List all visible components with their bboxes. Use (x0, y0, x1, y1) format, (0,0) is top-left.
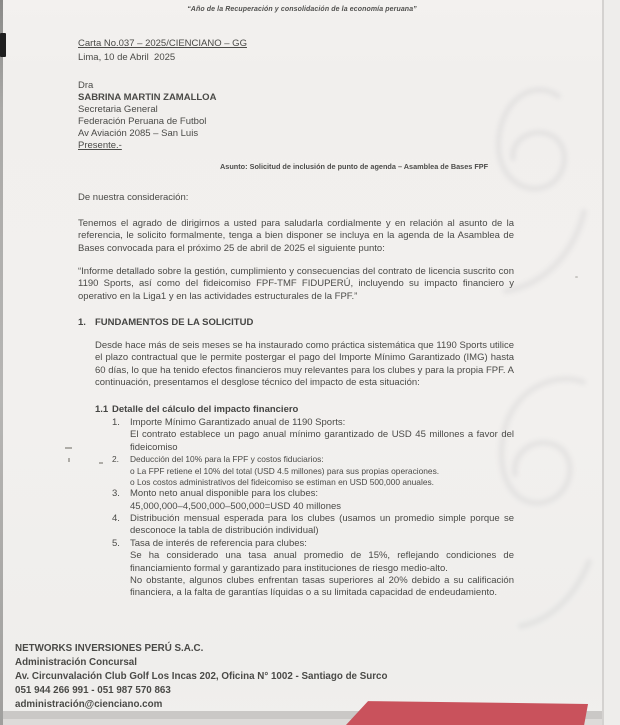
list-item-5-line: Se ha considerado una tasa anual promedio de 15%, reflejando condiciones de financiamiento formal y garantizado para instituciones de riesgo medio-alto. (130, 550, 514, 574)
list-item-5-line: Tasa de interés de referencia para clubes: (130, 537, 307, 549)
recipient-name: SABRINA MARTIN ZAMALLOA (78, 92, 217, 103)
salutation: De nuestra consideración: (78, 192, 189, 203)
section-1-title: FUNDAMENTOS DE LA SOLICITUD (95, 317, 254, 328)
financial-impact-list (112, 417, 514, 600)
list-item-2 (112, 454, 514, 488)
subsection-1-1-number: 1.1 (95, 404, 109, 415)
list-item-4-number: 4. (112, 512, 120, 524)
subject-line: Asunto: Solicitud de inclusión de punto de agenda – Asamblea de Bases FPF (220, 162, 489, 171)
body-paragraph-1: Tenemos el agrado de dirigirnos a usted para saludarla cordialmente y en relación al asunto de la referencia, le solicito formalmente, tenga a bien disponer se incluya en la agenda de la Asamblea de Bases convocada para el próximo 25 de abril de 2025 el siguiente punto: (78, 218, 514, 254)
recipient-address: Av Aviación 2085 – San Luis (78, 128, 199, 139)
list-item-1 (112, 417, 514, 454)
list-item-3-line: Monto neto anual disponible para los clubes: (130, 488, 319, 500)
section-1-heading (78, 317, 253, 328)
list-item-5-line: No obstante, algunos clubes enfrentan tasas superiores al 20% debido a su calificación financiera, a la falta de garantías líquidas o a su limitada capacidad de endeudamiento. (130, 574, 514, 599)
list-item-2-line: Deducción del 10% para la FPF y costos fiduciarios: (130, 454, 324, 465)
list-item-4 (112, 513, 514, 538)
recipient-role: Secretaria General (78, 104, 158, 115)
list-item-1-number: 1. (112, 417, 120, 428)
footer-address: Av. Circunvalación Club Golf Los Incas 202, Oficina N° 1002 - Santiago de Surco (15, 670, 388, 682)
letterhead-footer (15, 642, 388, 712)
list-item-3-number: 3. (112, 488, 120, 500)
list-item-5-number: 5. (112, 537, 120, 549)
footer-department: Administración Concursal (15, 656, 137, 668)
subsection-1-1-heading (95, 404, 298, 415)
recipient-presente: Presente.- (78, 140, 122, 151)
footer-company-name: NETWORKS INVERSIONES PERÚ S.A.C. (15, 643, 204, 654)
page-header-motto: “Año de la Recuperación y consolidación de la economía peruana” (187, 6, 417, 13)
recipient-block (78, 80, 216, 152)
list-item-3-line: 45,000,000–4,500,000–500,000=USD 40 millones (130, 500, 342, 512)
list-item-2-line: o La FPF retiene el 10% del total (USD 4.5 millones) para sus propias operaciones. (130, 465, 440, 476)
subsection-1-1-title: Detalle del cálculo del impacto financiero (112, 404, 299, 415)
list-item-2-line: o Los costos administrativos del fideicomiso se estiman en USD 500,000 anuales. (130, 476, 434, 487)
list-item-1-line: Importe Mínimo Garantizado anual de 1190 Sports: (130, 417, 346, 428)
section-1-intro: Desde hace más de seis meses se ha instaurado como práctica sistemática que 1190 Sports utilice el plazo contractual que le permite postergar el pago del Importe Mínimo Garantizado (IMG) hasta 60 días, lo que ha tenido efectos financieros muy relevantes para los clubes y para la propia FPF. A continuación, presentamos el desglose técnico del impacto de esta situación: (95, 340, 514, 389)
letter-date: Lima, 10 de Abril 2025 (78, 52, 176, 63)
list-item-4-line: Distribución mensual esperada para los clubes (usamos un promedio simple porque se desconoce la tabla de distribución individual) (130, 512, 514, 537)
footer-email: administración@cienciano.com (15, 698, 163, 710)
list-item-2-number: 2. (112, 454, 119, 465)
list-item-5 (112, 538, 514, 600)
reference-block (78, 37, 247, 65)
recipient-organization: Federación Peruana de Futbol (78, 116, 207, 127)
list-item-3 (112, 488, 514, 513)
footer-phones: 051 944 266 991 - 051 987 570 863 (15, 684, 171, 696)
letter-reference-number: Carta No.037 – 2025/CIENCIANO – GG (78, 38, 247, 49)
section-1-number: 1. (78, 317, 86, 328)
recipient-title: Dra (78, 80, 94, 91)
list-item-1-line: El contrato establece un pago anual mínimo garantizado de USD 45 millones a favor del fideicomiso (130, 429, 514, 453)
quoted-agenda-point: “Informe detallado sobre la gestión, cumplimiento y consecuencias del contrato de licencia suscrito con 1190 Sports, así como del fideicomiso FPF-TMF FIDUPERÚ, incluyendo su impacto financiero y operativo en la Liga1 y en las actividades estructurales de la FPF.” (78, 266, 514, 302)
